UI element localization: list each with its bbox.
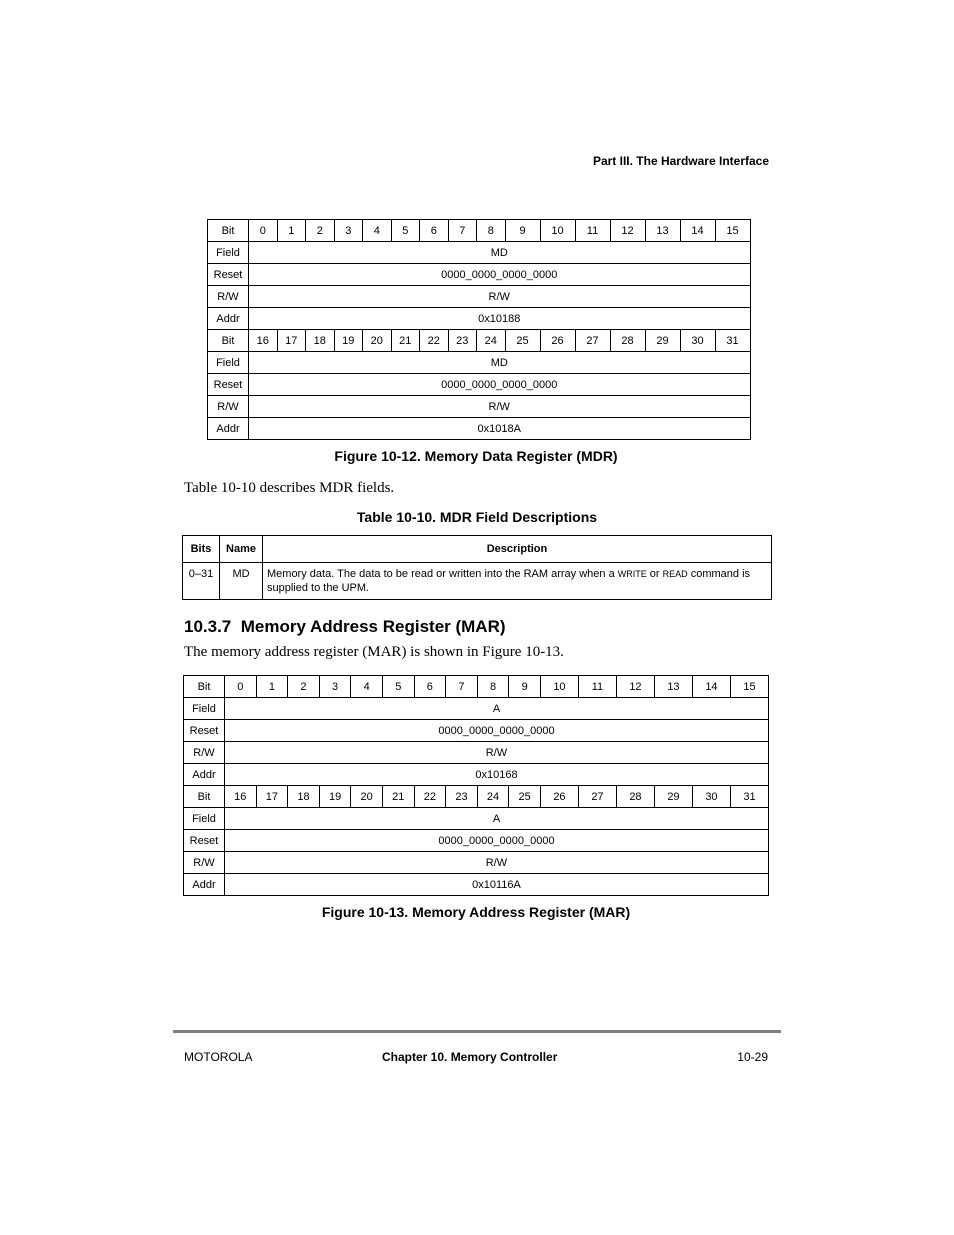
bit-cell: 6 (414, 676, 446, 698)
field-row (208, 352, 751, 374)
addr-row (184, 874, 769, 896)
bit-cell: 11 (578, 676, 616, 698)
row-label: Addr (208, 418, 249, 440)
bit-label: Bit (184, 786, 225, 808)
row-label: Reset (184, 720, 225, 742)
table-row (183, 563, 772, 600)
bit-cell: 0 (225, 676, 257, 698)
bit-cell: 30 (680, 330, 715, 352)
row-value: 0000_0000_0000_0000 (249, 264, 751, 286)
row-value: A (225, 808, 769, 830)
bit-cell: 14 (692, 676, 730, 698)
table-header-row (183, 536, 772, 563)
row-label: R/W (184, 852, 225, 874)
mdr-register-table (207, 219, 751, 440)
row-label: Addr (184, 764, 225, 786)
bit-cell: 25 (509, 786, 541, 808)
bit-cell: 5 (382, 676, 414, 698)
reset-row (184, 720, 769, 742)
bit-cell: 7 (448, 220, 477, 242)
bit-cell: 4 (351, 676, 383, 698)
bit-cell: 17 (277, 330, 306, 352)
bit-cell: 8 (477, 220, 506, 242)
bit-cell: 5 (391, 220, 420, 242)
bit-cell: 29 (645, 330, 680, 352)
row-value: 0000_0000_0000_0000 (225, 830, 769, 852)
bit-cell: 26 (540, 786, 578, 808)
bit-cell: 1 (256, 676, 288, 698)
bit-cell: 22 (414, 786, 446, 808)
bit-cell: 19 (334, 330, 363, 352)
bit-cell: 29 (654, 786, 692, 808)
row-label: Addr (184, 874, 225, 896)
bit-cell: 20 (351, 786, 383, 808)
row-value: R/W (225, 852, 769, 874)
bit-cell: 24 (477, 330, 506, 352)
bit-cell: 16 (225, 786, 257, 808)
row-value: 0x10116A (225, 874, 769, 896)
bit-cell: 31 (730, 786, 768, 808)
row-value: 0x10188 (249, 308, 751, 330)
bit-cell: 3 (334, 220, 363, 242)
addr-row (208, 418, 751, 440)
rw-row (208, 286, 751, 308)
row-value: 0x1018A (249, 418, 751, 440)
bit-cell: 7 (446, 676, 478, 698)
row-label: Addr (208, 308, 249, 330)
bit-cell: 28 (610, 330, 645, 352)
header-description: Description (263, 536, 772, 563)
desc-text: Memory data. The data to be read or written into the RAM array when a (267, 568, 618, 580)
bit-cell: 21 (391, 330, 420, 352)
row-label: R/W (208, 286, 249, 308)
row-value: MD (249, 352, 751, 374)
bit-cell: 13 (645, 220, 680, 242)
bit-cell: 9 (509, 676, 541, 698)
footer-page-number: 10-29 (737, 1050, 768, 1064)
row-label: Reset (208, 374, 249, 396)
bit-cell: 0 (249, 220, 278, 242)
reset-row (208, 374, 751, 396)
row-label: R/W (184, 742, 225, 764)
cell-description (263, 563, 772, 600)
reset-row (208, 264, 751, 286)
bit-cell: 15 (730, 676, 768, 698)
bit-row (208, 220, 751, 242)
mdr-field-table (182, 535, 772, 600)
bit-cell: 4 (363, 220, 392, 242)
mar-register-table (183, 675, 769, 896)
table-caption-mdr: Table 10-10. MDR Field Descriptions (356, 509, 598, 525)
bit-cell: 30 (692, 786, 730, 808)
rw-row (184, 742, 769, 764)
row-value: R/W (249, 396, 751, 418)
bit-cell: 22 (420, 330, 449, 352)
row-value: R/W (225, 742, 769, 764)
bit-label: Bit (184, 676, 225, 698)
bit-label: Bit (208, 220, 249, 242)
cell-name: MD (220, 563, 263, 600)
row-value: 0000_0000_0000_0000 (225, 720, 769, 742)
bit-row (184, 676, 769, 698)
running-header: Part III. The Hardware Interface (592, 154, 769, 168)
intro-paragraph: Table 10-10 describes MDR fields. (184, 480, 395, 496)
addr-row (208, 308, 751, 330)
bit-cell: 10 (540, 676, 578, 698)
bit-cell: 26 (540, 330, 575, 352)
bit-cell: 9 (505, 220, 540, 242)
row-label: Field (208, 352, 249, 374)
reset-row (184, 830, 769, 852)
bit-row (208, 330, 751, 352)
bit-cell: 11 (575, 220, 610, 242)
bit-cell: 27 (575, 330, 610, 352)
field-row (184, 808, 769, 830)
bit-cell: 21 (382, 786, 414, 808)
figure-caption-mdr: Figure 10-12. Memory Data Register (MDR) (334, 448, 618, 464)
bit-cell: 18 (306, 330, 335, 352)
row-label: Field (184, 808, 225, 830)
row-value: 0000_0000_0000_0000 (249, 374, 751, 396)
bit-cell: 2 (306, 220, 335, 242)
bit-cell: 19 (319, 786, 351, 808)
header-name: Name (220, 536, 263, 563)
cell-bits: 0–31 (183, 563, 220, 600)
bit-cell: 23 (446, 786, 478, 808)
footer-divider (173, 1030, 781, 1033)
bit-cell: 3 (319, 676, 351, 698)
bit-cell: 31 (715, 330, 750, 352)
bit-cell: 12 (616, 676, 654, 698)
footer-left: MOTOROLA (184, 1050, 253, 1064)
bit-cell: 14 (680, 220, 715, 242)
row-label: Reset (208, 264, 249, 286)
desc-text-end: command is supplied to the UPM. (267, 568, 751, 594)
bit-cell: 13 (654, 676, 692, 698)
desc-write: WRITE (617, 569, 647, 579)
desc-or: or (646, 568, 663, 580)
row-label: Reset (184, 830, 225, 852)
bit-cell: 15 (715, 220, 750, 242)
row-value: MD (249, 242, 751, 264)
bit-cell: 2 (288, 676, 320, 698)
rw-row (208, 396, 751, 418)
section-paragraph: The memory address register (MAR) is shown in Figure 10-13. (184, 644, 564, 660)
row-label: R/W (208, 396, 249, 418)
row-value: R/W (249, 286, 751, 308)
bit-cell: 12 (610, 220, 645, 242)
bit-cell: 6 (420, 220, 449, 242)
section-heading: 10.3.7 Memory Address Register (MAR) (184, 617, 506, 636)
bit-cell: 28 (616, 786, 654, 808)
bit-cell: 23 (448, 330, 477, 352)
bit-cell: 16 (249, 330, 278, 352)
figure-caption-mar: Figure 10-13. Memory Address Register (MAR) (321, 904, 631, 920)
rw-row (184, 852, 769, 874)
field-row (208, 242, 751, 264)
row-label: Field (184, 698, 225, 720)
bit-cell: 20 (363, 330, 392, 352)
row-value: A (225, 698, 769, 720)
header-bits: Bits (183, 536, 220, 563)
bit-label: Bit (208, 330, 249, 352)
bit-cell: 27 (578, 786, 616, 808)
bit-cell: 1 (277, 220, 306, 242)
bit-cell: 18 (288, 786, 320, 808)
bit-cell: 10 (540, 220, 575, 242)
row-label: Field (208, 242, 249, 264)
bit-cell: 8 (477, 676, 509, 698)
desc-read: READ (662, 569, 688, 579)
bit-cell: 24 (477, 786, 509, 808)
addr-row (184, 764, 769, 786)
field-row (184, 698, 769, 720)
bit-cell: 25 (505, 330, 540, 352)
bit-row (184, 786, 769, 808)
footer-chapter: Chapter 10. Memory Controller (382, 1050, 558, 1064)
bit-cell: 17 (256, 786, 288, 808)
row-value: 0x10168 (225, 764, 769, 786)
